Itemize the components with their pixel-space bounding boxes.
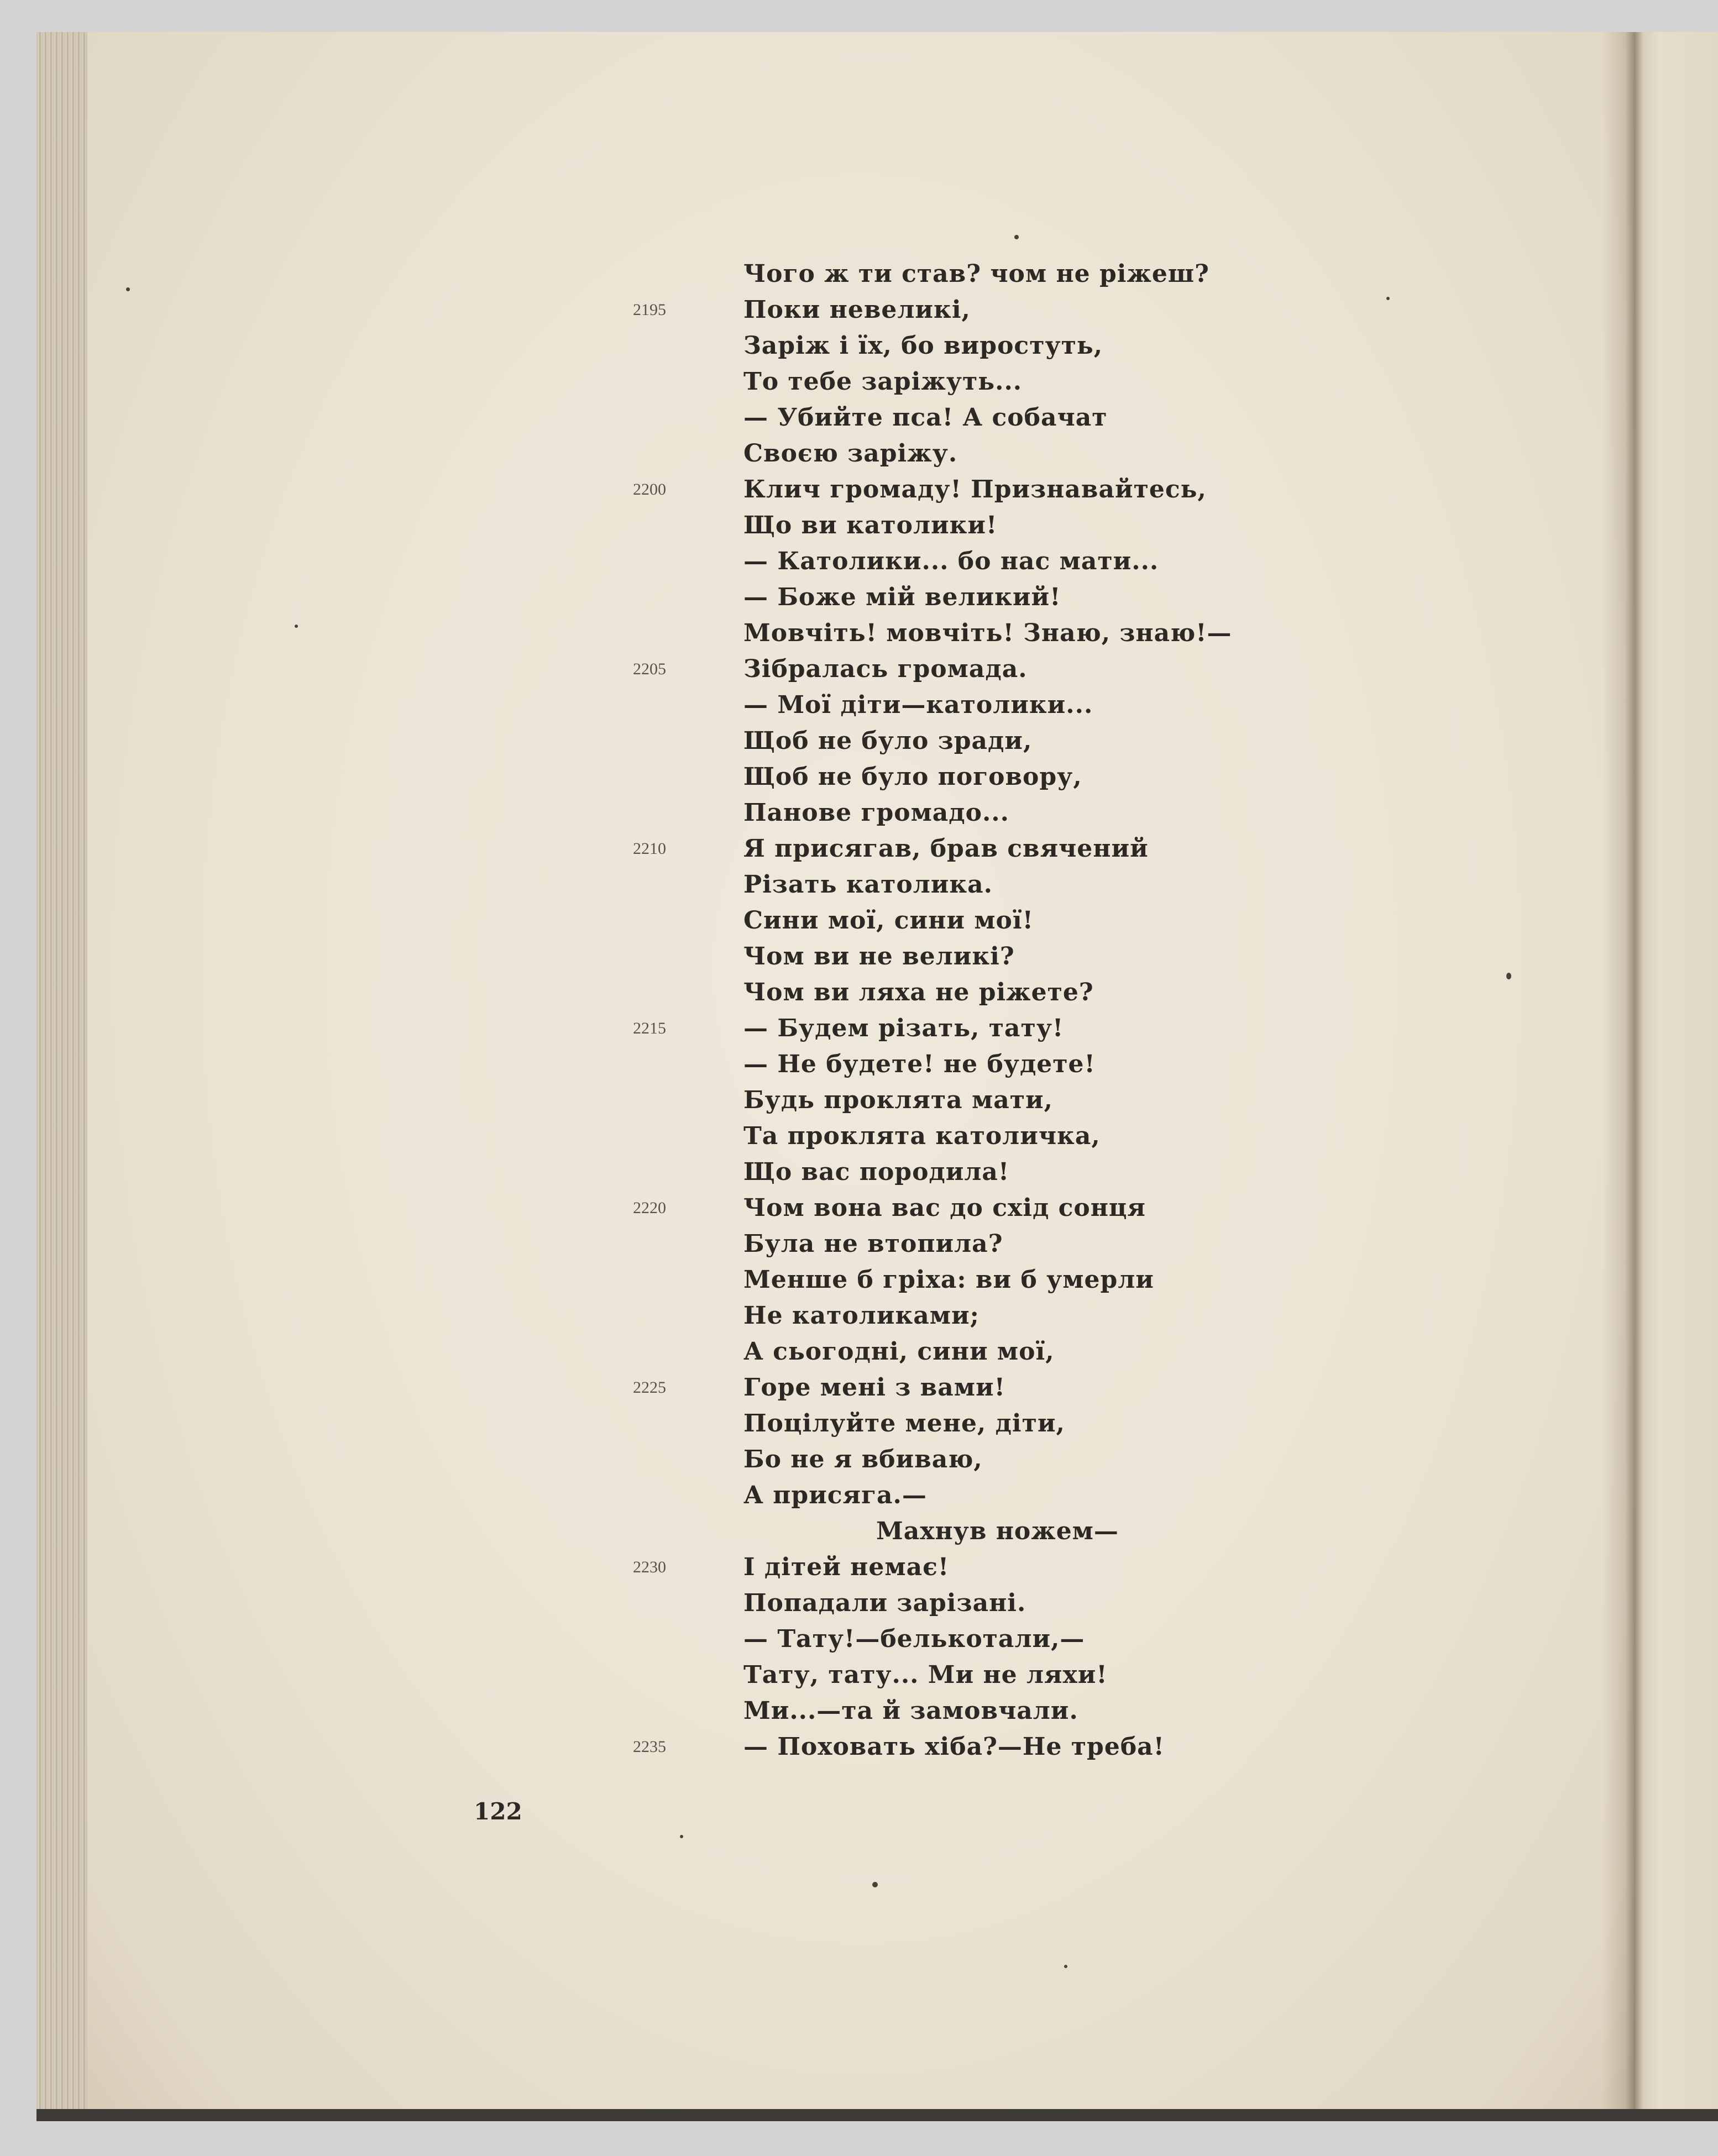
verse-text: Не католиками; [743, 1302, 980, 1330]
verse-text: Різать католика. [743, 870, 993, 899]
verse-text: Я присягав, брав свячений [743, 835, 1149, 863]
verse-text: А сьогодні, сини мої, [743, 1337, 1055, 1366]
line-number: 2220 [633, 1199, 666, 1217]
line-number: 2210 [633, 840, 666, 858]
poem-line [633, 759, 1434, 795]
poem-line [633, 1693, 1434, 1729]
verse-text: Горе мені з вами! [743, 1373, 1005, 1402]
line-number: 2235 [633, 1738, 666, 1756]
poem-line [633, 1082, 1434, 1118]
poem-line [633, 1729, 1434, 1765]
line-number: 2215 [633, 1019, 666, 1037]
poem-line [633, 364, 1434, 400]
verse-text: Своєю заріжу. [743, 439, 958, 468]
paper-speck [126, 287, 130, 291]
verse-text: Чого ж ти став? чом не ріжеш? [743, 260, 1209, 288]
poem-line [633, 1549, 1434, 1585]
verse-text: Заріж і їх, бо виростуть, [743, 332, 1103, 360]
verse-text: То тебе заріжуть... [743, 368, 1023, 396]
paper-speck [295, 625, 298, 628]
line-number: 2225 [633, 1378, 666, 1397]
verse-text: А присяга.— [743, 1481, 927, 1509]
poem-line [633, 1046, 1434, 1082]
verse-text: Клич громаду! Признавайтесь, [743, 475, 1207, 503]
verse-text: Панове громадо... [743, 799, 1009, 827]
poem-line [633, 1298, 1434, 1334]
poem-line [633, 867, 1434, 903]
poem-line [633, 1585, 1434, 1621]
poem-line [633, 615, 1434, 651]
verse-text: Зібралась громада. [743, 655, 1028, 683]
poem-line [633, 1190, 1434, 1226]
line-number: 2205 [633, 660, 666, 678]
poem-line [633, 328, 1434, 364]
facing-page-edge [1635, 32, 1718, 2113]
poem-line [633, 1262, 1434, 1298]
poem-line [633, 1513, 1434, 1549]
poem-line [633, 256, 1434, 292]
verse-text: Менше б гріха: ви б умерли [743, 1266, 1154, 1294]
verse-text: — Поховать хіба?—Не треба! [743, 1733, 1165, 1761]
verse-text: Ми...—та й замовчали. [743, 1697, 1078, 1725]
verse-text: І дітей немає! [743, 1553, 950, 1581]
poem-line [633, 1154, 1434, 1190]
verse-text: Поки невеликі, [743, 296, 971, 324]
verse-text: Будь проклята мати, [743, 1086, 1053, 1114]
verse-text: Та проклята католичка, [743, 1122, 1101, 1150]
verse-text: Чом вона вас до схід сонця [743, 1194, 1146, 1222]
poem-line [633, 400, 1434, 436]
verse-text: — Тату!—белькотали,— [743, 1625, 1085, 1653]
paper-speck [680, 1835, 683, 1838]
verse-text: Щоб не було поговору, [743, 763, 1082, 791]
verse-text: Що вас породила! [743, 1158, 1010, 1186]
verse-text: Бо не я вбиваю, [743, 1445, 983, 1473]
verse-text: — Не будете! не будете! [743, 1050, 1096, 1078]
poem-line [633, 1441, 1434, 1477]
verse-text: — Боже мій великий! [743, 583, 1061, 611]
poem-line [633, 507, 1434, 543]
verse-text: Чом ви ляха не ріжете? [743, 978, 1094, 1006]
verse-text: — Католики... бо нас мати... [743, 547, 1159, 575]
verse-text: Щоб не було зради, [743, 727, 1033, 755]
verse-text: Була не втопила? [743, 1230, 1003, 1258]
verse-text: Попадали зарізані. [743, 1589, 1026, 1617]
line-number: 2195 [633, 301, 666, 319]
page-number: 122 [474, 1798, 522, 1825]
poem-line [633, 974, 1434, 1010]
verse-text: — Мої діти—католики... [743, 691, 1093, 719]
paper-speck [1064, 1965, 1067, 1968]
poem-line [633, 1370, 1434, 1405]
poem-line [633, 436, 1434, 471]
poem-line [633, 1405, 1434, 1441]
line-number: 2200 [633, 480, 666, 499]
poem-text-block [633, 256, 1434, 1765]
poem-line [633, 651, 1434, 687]
paper-speck [1506, 973, 1511, 979]
poem-line [633, 471, 1434, 507]
poem-line [633, 1477, 1434, 1513]
verse-text: — Будем різать, тату! [743, 1014, 1064, 1042]
poem-line [633, 831, 1434, 867]
poem-line [633, 579, 1434, 615]
poem-line [633, 723, 1434, 759]
paper-speck [1014, 235, 1019, 239]
verse-text: Тату, тату... Ми не ляхи! [743, 1661, 1108, 1689]
poem-line [633, 795, 1434, 831]
poem-line [633, 1118, 1434, 1154]
poem-line [633, 1334, 1434, 1370]
poem-line [633, 903, 1434, 938]
paper-speck [872, 1882, 878, 1887]
page-gutter-shadow [1602, 32, 1635, 2113]
verse-text: Мовчіть! мовчіть! Знаю, знаю!— [743, 619, 1232, 647]
poem-line [633, 1010, 1434, 1046]
poem-line [633, 687, 1434, 723]
verse-text: Сини мої, сини мої! [743, 906, 1034, 935]
poem-line [633, 1226, 1434, 1262]
poem-line [633, 543, 1434, 579]
line-number: 2230 [633, 1558, 666, 1576]
poem-line [633, 1657, 1434, 1693]
poem-line [633, 1621, 1434, 1657]
poem-line [633, 938, 1434, 974]
paper-speck [1386, 297, 1390, 300]
verse-text: Поцілуйте мене, діти, [743, 1409, 1065, 1438]
book-bottom-edge [36, 2109, 1718, 2121]
verse-text: — Убийте пса! А собачат [743, 403, 1108, 432]
verse-text: Чом ви не великі? [743, 942, 1015, 971]
verse-text: Махнув ножем— [876, 1517, 1119, 1545]
verse-text: Що ви католики! [743, 511, 998, 539]
poem-line [633, 292, 1434, 328]
